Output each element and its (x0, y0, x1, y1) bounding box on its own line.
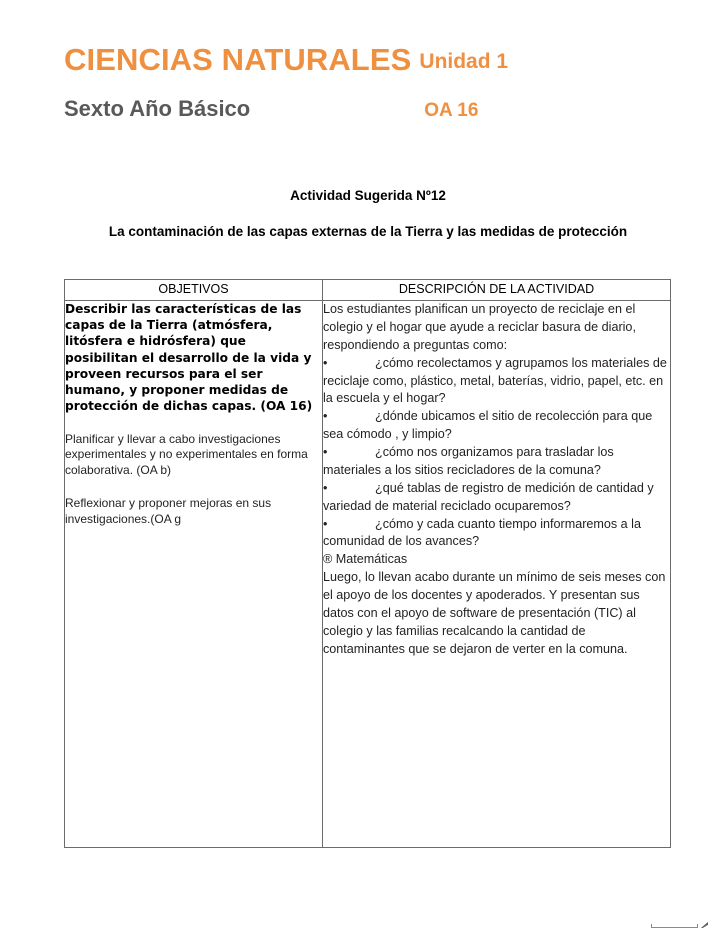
bullet-text: ¿qué tablas de registro de medición de cantidad y variedad de material reciclado ocuparemos? (323, 480, 654, 513)
document-masthead (64, 44, 672, 122)
description-bullet-item (323, 355, 670, 409)
bullet-text: ¿cómo recolectamos y agrupamos los materiales de reciclaje como, plástico, metal, baterías, vidrio, papel, etc. en la escuela y el hogar? (323, 355, 667, 406)
description-bullet-item (323, 444, 670, 480)
bullet-text: ¿cómo y cada cuanto tiempo informaremos a la comunidad de los avances? (323, 516, 641, 549)
artifact-bar (651, 927, 698, 928)
oa-code-badge: OA 16 (424, 100, 479, 121)
description-note: ® Matemáticas (323, 552, 408, 567)
activity-number: Actividad Sugerida Nº12 (290, 188, 446, 203)
unit-label: Unidad 1 (419, 50, 509, 73)
column-header-description: DESCRIPCIÓN DE LA ACTIVIDAD (323, 280, 671, 301)
subject-title: CIENCIAS NATURALES (64, 42, 412, 77)
sub-objective-g: Reflexionar y proponer mejoras en sus investigaciones.(OA g (65, 496, 272, 526)
description-bullet-item (323, 408, 670, 444)
bullet-marker-icon: • (323, 516, 328, 531)
column-header-objectives: OBJETIVOS (65, 280, 323, 301)
artifact-caret-icon (701, 922, 708, 928)
grade-level: Sexto Año Básico (64, 96, 251, 121)
main-objective-text: Describir las características de las capas de la Tierra (atmósfera, litósfera e hidrósfera) que posibilitan el desarrollo de la vida y proveen recursos para el ser humano, y proponer medidas de protección de dichas capas. (OA 16) (65, 302, 313, 414)
sub-objective-b: Planificar y llevar a cabo investigaciones experimentales y no experimentales en forma colaborativa. (OA b) (65, 431, 308, 478)
description-bullet-item (323, 480, 670, 516)
bullet-text: ¿dónde ubicamos el sitio de recolección para que sea cómodo , y limpio? (323, 409, 653, 442)
bullet-marker-icon: • (323, 480, 328, 495)
table-row (65, 301, 671, 848)
bullet-marker-icon: • (323, 445, 328, 459)
masthead-primary-line (64, 44, 672, 75)
description-intro: Los estudiantes planifican un proyecto de reciclaje en el colegio y el hogar que ayude a reciclar basura de diario, respondiendo a preguntas como: (323, 302, 636, 352)
activity-table (64, 279, 671, 848)
objectives-cell (65, 301, 323, 848)
description-cell (323, 301, 671, 848)
activity-heading-block (64, 187, 672, 241)
masthead-secondary-line (64, 96, 672, 122)
bullet-marker-icon: • (323, 355, 328, 370)
page-edge-artifact (651, 921, 711, 932)
description-closing: Luego, lo llevan acabo durante un mínimo de seis meses con el apoyo de los docentes y apoderados. Y presentan sus datos con el apoyo de software de presentación (TIC) al colegio y las familias recalcando la cantidad de contaminantes que se dejaron de verter en la comuna. (323, 570, 666, 656)
description-bullet-item (323, 516, 670, 552)
table-header-row (65, 280, 671, 301)
bullet-text: ¿cómo nos organizamos para trasladar los materiales a los sitios recicladores de la comuna? (323, 445, 614, 477)
artifact-tick-right (697, 924, 698, 928)
bullet-marker-icon: • (323, 409, 328, 424)
activity-subtitle: La contaminación de las capas externas de la Tierra y las medidas de protección (108, 223, 628, 239)
